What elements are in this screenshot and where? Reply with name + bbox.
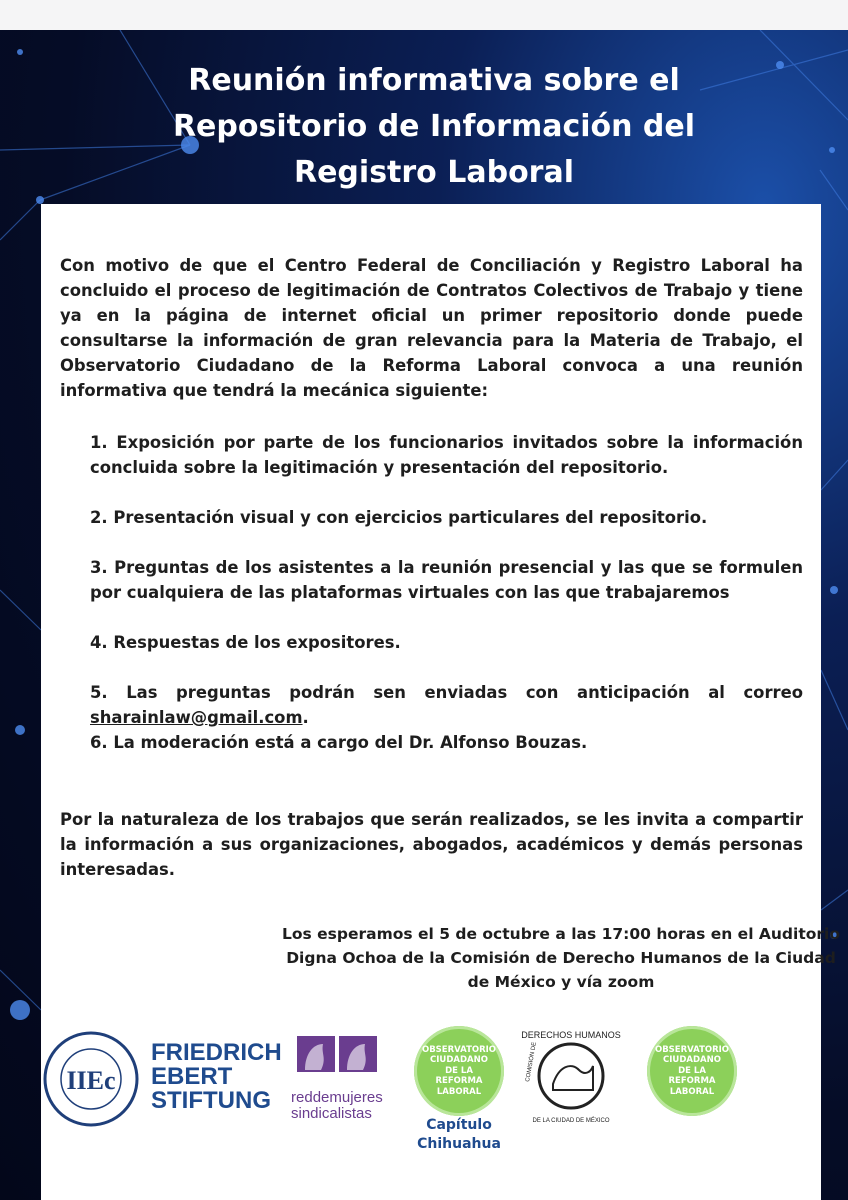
women-profiles-icon — [291, 1034, 381, 1074]
observatorio-badge: OBSERVATORIO CIUDADANO DE LA REFORMA LABORAL — [647, 1026, 737, 1116]
cdh-seal-icon — [521, 1026, 621, 1126]
closing-text: Los esperamos el 5 de octubre a las 17:00 horas en el Auditorio Digna Ochoa de la Comisión de Derecho Humanos de la Ciudad de México y vía zoom — [281, 925, 840, 991]
capitulo-chihuahua-caption: Capítulo Chihuahua — [417, 1117, 501, 1152]
red-mujeres-wordmark: reddemujeres sindicalistas — [291, 1089, 383, 1122]
list-item-2: 2. Presentación visual y con ejercicios particulares del repositorio. — [90, 508, 708, 527]
fes-line-1: FRIEDRICH — [151, 1039, 282, 1066]
svg-text:DERECHOS HUMANOS: DERECHOS HUMANOS — [521, 1030, 621, 1040]
email-link[interactable]: sharainlaw@gmail.com — [90, 708, 303, 727]
intro-paragraph: Con motivo de que el Centro Federal de Conciliación y Registro Laboral ha concluido el proceso de legitimación de Contratos Colectivos de Trabajo y tiene ya en la página de internet oficial un primer repositorio donde puede consultarse la información de gran relevancia para la Materia de Trabajo, el Observatorio Ciudadano de la Reforma Laboral convoca a una reunión informativa que tendrá la mecánica siguiente: — [60, 256, 803, 400]
red-mujeres-logo — [291, 1034, 391, 1134]
list-item-5: 5. Las preguntas podrán sen enviadas con anticipación al correo — [90, 683, 803, 702]
svg-text:COMISIÓN DE: COMISIÓN DE — [525, 1041, 538, 1083]
invitation-paragraph: Por la naturaleza de los trabajos que serán realizados, se les invita a compartir la información a sus organizaciones, abogados, académicos y demás personas interesadas. — [60, 810, 803, 879]
content-panel — [41, 204, 840, 1200]
iiec-logo — [41, 1029, 141, 1129]
top-strip — [0, 0, 848, 30]
iiec-letters: IIEc — [66, 1066, 116, 1095]
svg-text:DE LA CIUDAD DE MÉXICO: DE LA CIUDAD DE MÉXICO — [532, 1118, 610, 1124]
fes-line-3: STIFTUNG — [151, 1087, 271, 1114]
fes-logo — [151, 1041, 281, 1121]
list-item-3: 3. Preguntas de los asistentes a la reunión presencial y las que se formulen por cualquiera de las plataformas virtuales con las que trabajaremos — [90, 558, 803, 602]
poster — [0, 30, 848, 1200]
observatorio-badge-chihuahua: OBSERVATORIO CIUDADANO DE LA REFORMA LABORAL — [414, 1026, 504, 1116]
email-line — [90, 705, 803, 730]
email-suffix: . — [302, 708, 309, 727]
list-item-1: 1. Exposición por parte de los funcionarios invitados sobre la información concluida sobre la legitimación y presentación del repositorio. — [90, 433, 803, 477]
fes-line-2: EBERT — [151, 1063, 233, 1090]
iiec-seal-icon — [41, 1029, 141, 1129]
list-item-4: 4. Respuestas de los expositores. — [90, 633, 401, 652]
poster-title: Reunión informativa sobre el Repositorio de Información del Registro Laboral — [172, 63, 696, 190]
list-item-6: 6. La moderación está a cargo del Dr. Alfonso Bouzas. — [90, 733, 588, 752]
cdh-logo — [521, 1026, 621, 1126]
